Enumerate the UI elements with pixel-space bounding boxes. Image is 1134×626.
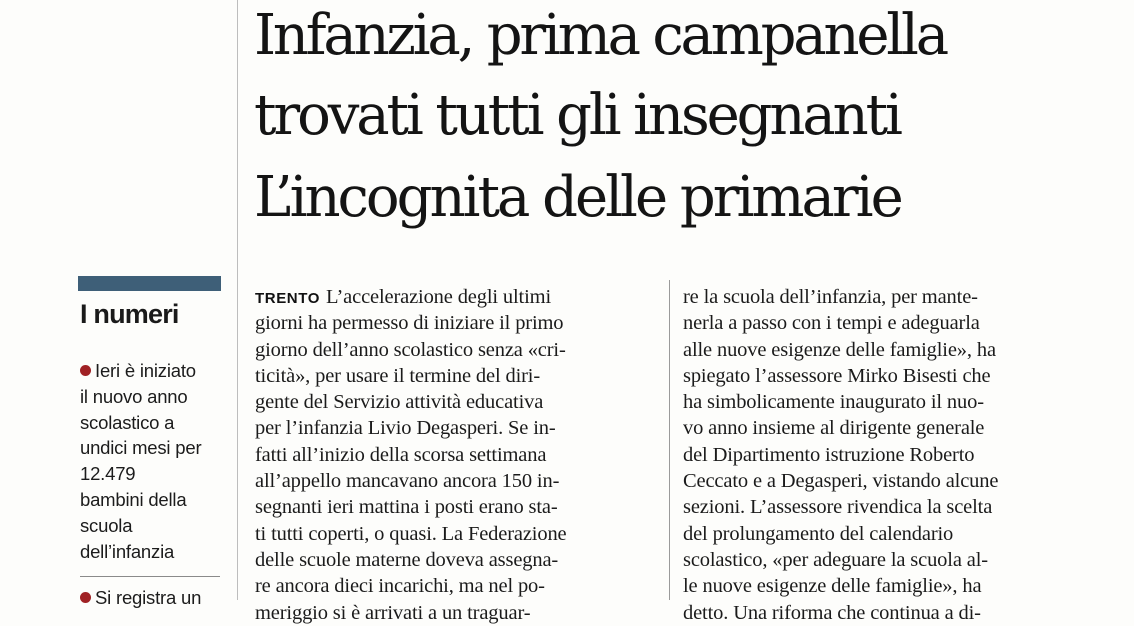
bullet-icon bbox=[80, 592, 91, 603]
sidebar-fact-line: scolastico a bbox=[80, 411, 175, 433]
bullet-icon bbox=[80, 365, 91, 376]
article-line: alle nuove esigenze delle famiglie», ha bbox=[683, 338, 996, 361]
sidebar-fact-line: scuola bbox=[80, 514, 133, 536]
article-line: sezioni. L’assessore rivendica la scelta bbox=[683, 496, 993, 519]
sidebar-divider bbox=[80, 576, 220, 577]
sidebar-accent-bar bbox=[78, 276, 221, 291]
article-line bbox=[255, 284, 655, 310]
headline-line: trovati tutti gli insegnanti bbox=[254, 83, 900, 148]
article-line: Ceccato e a Degasperi, vistando alcune bbox=[683, 470, 999, 493]
article-line: vo anno insieme al dirigente generale bbox=[683, 417, 985, 440]
article-line: per l’infanzia Livio Degasperi. Se in- bbox=[255, 417, 556, 440]
article-line: nerla a passo con i tempi e adeguarla bbox=[683, 312, 980, 335]
sidebar-fact-line: dell’infanzia bbox=[80, 540, 175, 562]
article-line: segnanti ieri mattina i posti erano sta- bbox=[255, 496, 558, 519]
sidebar-fact bbox=[80, 585, 230, 611]
article-line: detto. Una riforma che continua a di- bbox=[683, 601, 981, 624]
headline-line: L’incognita delle primarie bbox=[254, 165, 901, 230]
sidebar-fact-line: bambini della bbox=[80, 488, 187, 510]
article-line: giorni ha permesso di iniziare il primo bbox=[255, 312, 564, 335]
article-line: scolastico, «per adeguare la scuola al- bbox=[683, 548, 988, 571]
dateline: TRENTO bbox=[255, 290, 320, 307]
sidebar-fact bbox=[80, 358, 230, 564]
headline-line: Infanzia, prima campanella bbox=[254, 3, 946, 68]
article-line: del prolungamento del calendario bbox=[683, 522, 954, 545]
article-line: le nuove esigenze delle famiglie», ha bbox=[683, 575, 982, 598]
article-line: giorno dell’anno scolastico senza «cri- bbox=[255, 338, 566, 361]
article-line: fatti all’inizio della scorsa settimana bbox=[255, 443, 547, 466]
sidebar-fact-line: il nuovo anno bbox=[80, 385, 188, 407]
article-line: all’appello mancavano ancora 150 in- bbox=[255, 470, 560, 493]
article-line: ti tutti coperti, o quasi. La Federazione bbox=[255, 522, 567, 545]
sidebar-fact-line: Ieri è iniziato bbox=[95, 360, 196, 381]
article-line: del Dipartimento istruzione Roberto bbox=[683, 443, 975, 466]
sidebar-fact-line: 12.479 bbox=[80, 463, 136, 485]
article-line: spiegato l’assessore Mirko Bisesti che bbox=[683, 364, 991, 387]
article-line: meriggio si è arrivati a un traguar- bbox=[255, 601, 531, 624]
article-column-2 bbox=[683, 284, 1085, 626]
sidebar-fact-line: Si registra un bbox=[95, 587, 202, 608]
article-line: gente del Servizio attività educativa bbox=[255, 391, 544, 414]
article-line: delle scuole materne doveva assegna- bbox=[255, 548, 559, 571]
article-line: re ancora dieci incarichi, ma nel po- bbox=[255, 575, 545, 598]
column-divider bbox=[669, 280, 670, 600]
article-line-text: L’accelerazione degli ultimi bbox=[326, 286, 551, 308]
article-line: ticità», per usare il termine del diri- bbox=[255, 364, 541, 387]
article-line: re la scuola dell’infanzia, per mante- bbox=[683, 286, 978, 308]
article-line: ha simbolicamente inaugurato il nuo- bbox=[683, 391, 984, 414]
sidebar-title: I numeri bbox=[80, 299, 179, 329]
sidebar-fact-line: undici mesi per bbox=[80, 437, 202, 459]
article-column-1 bbox=[255, 284, 655, 626]
column-rule bbox=[237, 0, 238, 600]
